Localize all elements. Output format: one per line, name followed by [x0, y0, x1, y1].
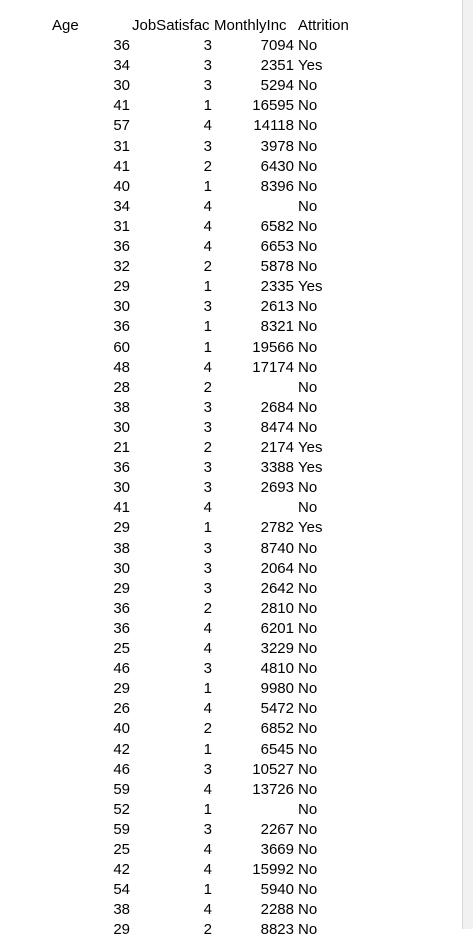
cell-monthly-income[interactable]: 2064 [260, 559, 294, 577]
cell-attrition[interactable]: No [298, 499, 318, 517]
cell-job-satisfaction[interactable]: 1 [203, 338, 212, 356]
cell-job-satisfaction[interactable]: 3 [203, 559, 212, 577]
cell-attrition[interactable]: Yes [298, 459, 323, 477]
cell-attrition[interactable]: No [298, 97, 318, 115]
cell-age[interactable]: 29 [113, 921, 130, 939]
cell-age[interactable]: 29 [113, 680, 130, 698]
cell-attrition[interactable]: No [298, 800, 318, 818]
cell-monthly-income[interactable]: 2174 [260, 439, 294, 456]
cell-attrition[interactable]: No [298, 77, 318, 95]
cell-job-satisfaction[interactable]: 4 [203, 841, 212, 858]
cell-job-satisfaction[interactable]: 3 [203, 398, 212, 416]
cell-attrition[interactable]: No [298, 318, 318, 336]
cell-age[interactable]: 60 [113, 338, 130, 356]
cell-job-satisfaction[interactable]: 3 [203, 37, 212, 54]
cell-age[interactable]: 25 [113, 841, 130, 858]
cell-age[interactable]: 52 [113, 800, 130, 818]
cell-attrition[interactable]: No [298, 841, 318, 858]
cell-age[interactable]: 46 [113, 760, 130, 778]
cell-monthly-income[interactable]: 2810 [260, 599, 294, 617]
cell-monthly-income[interactable]: 8823 [260, 921, 294, 939]
cell-attrition[interactable]: Yes [298, 278, 323, 296]
cell-job-satisfaction[interactable]: 3 [203, 820, 212, 838]
cell-monthly-income[interactable]: 2335 [260, 278, 294, 296]
cell-monthly-income[interactable]: 5940 [260, 881, 294, 899]
cell-attrition[interactable]: No [298, 619, 318, 637]
cell-age[interactable]: 41 [113, 499, 130, 517]
cell-job-satisfaction[interactable]: 4 [203, 861, 212, 879]
cell-monthly-income[interactable]: 6430 [260, 157, 294, 175]
cell-age[interactable]: 46 [113, 660, 130, 678]
cell-monthly-income[interactable]: 5878 [260, 258, 294, 276]
cell-job-satisfaction[interactable]: 1 [203, 881, 212, 899]
cell-monthly-income[interactable]: 2684 [260, 398, 294, 416]
cell-job-satisfaction[interactable]: 1 [203, 740, 212, 758]
cell-age[interactable]: 30 [113, 559, 130, 577]
cell-age[interactable]: 41 [113, 157, 130, 175]
cell-age[interactable]: 34 [113, 57, 130, 75]
cell-monthly-income[interactable]: 5472 [260, 700, 294, 718]
cell-attrition[interactable]: No [298, 378, 318, 396]
cell-job-satisfaction[interactable]: 3 [203, 57, 212, 75]
cell-attrition[interactable]: No [298, 177, 318, 195]
cell-job-satisfaction[interactable]: 2 [203, 258, 212, 276]
cell-monthly-income[interactable]: 2288 [260, 901, 294, 919]
cell-age[interactable]: 31 [113, 137, 130, 155]
cell-monthly-income[interactable]: 3978 [260, 137, 294, 155]
cell-attrition[interactable]: No [298, 760, 318, 778]
cell-age[interactable]: 21 [113, 439, 130, 456]
cell-monthly-income[interactable]: 6545 [260, 740, 294, 758]
cell-monthly-income[interactable]: 2782 [260, 519, 294, 537]
cell-job-satisfaction[interactable]: 4 [203, 238, 212, 255]
cell-job-satisfaction[interactable]: 2 [203, 378, 212, 396]
cell-attrition[interactable]: No [298, 37, 318, 54]
cell-job-satisfaction[interactable]: 3 [203, 137, 212, 155]
cell-age[interactable]: 40 [113, 177, 130, 195]
cell-job-satisfaction[interactable]: 4 [203, 780, 212, 798]
cell-monthly-income[interactable]: 10527 [252, 760, 294, 778]
cell-age[interactable]: 30 [113, 479, 130, 497]
cell-monthly-income[interactable]: 5294 [260, 77, 294, 95]
cell-age[interactable]: 30 [113, 298, 130, 316]
cell-attrition[interactable]: No [298, 599, 318, 617]
cell-monthly-income[interactable]: 8396 [260, 177, 294, 195]
cell-job-satisfaction[interactable]: 4 [203, 499, 212, 517]
cell-job-satisfaction[interactable]: 3 [203, 479, 212, 497]
cell-job-satisfaction[interactable]: 2 [203, 921, 212, 939]
cell-monthly-income[interactable]: 16595 [252, 97, 294, 115]
cell-monthly-income[interactable] [212, 378, 294, 398]
cell-age[interactable]: 26 [113, 700, 130, 718]
cell-job-satisfaction[interactable]: 4 [203, 217, 212, 235]
cell-monthly-income[interactable]: 6653 [260, 238, 294, 255]
cell-attrition[interactable]: No [298, 680, 318, 698]
cell-attrition[interactable]: No [298, 157, 318, 175]
cell-monthly-income[interactable]: 15992 [252, 861, 294, 879]
cell-attrition[interactable]: No [298, 901, 318, 919]
cell-monthly-income[interactable] [212, 800, 294, 820]
cell-attrition[interactable]: Yes [298, 519, 323, 537]
cell-age[interactable]: 36 [113, 238, 130, 255]
cell-job-satisfaction[interactable]: 4 [203, 640, 212, 657]
cell-age[interactable]: 48 [113, 358, 130, 376]
cell-job-satisfaction[interactable]: 3 [203, 579, 212, 597]
cell-attrition[interactable]: No [298, 338, 318, 356]
vertical-scrollbar[interactable] [462, 0, 473, 929]
cell-job-satisfaction[interactable]: 3 [203, 459, 212, 477]
cell-job-satisfaction[interactable]: 2 [203, 720, 212, 738]
cell-monthly-income[interactable]: 8740 [260, 539, 294, 557]
cell-monthly-income[interactable]: 6852 [260, 720, 294, 738]
cell-job-satisfaction[interactable]: 3 [203, 418, 212, 436]
cell-monthly-income[interactable]: 6582 [260, 217, 294, 235]
cell-monthly-income[interactable]: 8474 [260, 418, 294, 436]
cell-attrition[interactable]: No [298, 579, 318, 597]
column-header-age[interactable]: Age [52, 17, 79, 34]
cell-age[interactable]: 38 [113, 398, 130, 416]
cell-monthly-income[interactable]: 3669 [260, 841, 294, 858]
column-header-monthly-income[interactable]: MonthlyInc [214, 17, 287, 34]
cell-monthly-income[interactable]: 2613 [260, 298, 294, 316]
cell-job-satisfaction[interactable]: 1 [203, 680, 212, 698]
cell-age[interactable]: 59 [113, 780, 130, 798]
column-header-job-satisfaction[interactable]: JobSatisfac [132, 17, 210, 34]
cell-age[interactable]: 31 [113, 217, 130, 235]
cell-age[interactable]: 42 [113, 861, 130, 879]
cell-attrition[interactable]: No [298, 559, 318, 577]
cell-age[interactable]: 30 [113, 77, 130, 95]
cell-attrition[interactable]: No [298, 820, 318, 838]
cell-age[interactable]: 54 [113, 881, 130, 899]
cell-attrition[interactable]: No [298, 117, 318, 135]
cell-monthly-income[interactable]: 13726 [252, 780, 294, 798]
cell-age[interactable]: 38 [113, 539, 130, 557]
cell-age[interactable]: 42 [113, 740, 130, 758]
cell-monthly-income[interactable]: 3229 [260, 640, 294, 657]
cell-job-satisfaction[interactable]: 2 [203, 599, 212, 617]
cell-attrition[interactable]: No [298, 740, 318, 758]
cell-age[interactable]: 32 [113, 258, 130, 276]
cell-job-satisfaction[interactable]: 4 [203, 700, 212, 718]
cell-monthly-income[interactable]: 3388 [260, 459, 294, 477]
cell-age[interactable]: 29 [113, 278, 130, 296]
cell-monthly-income[interactable]: 17174 [252, 358, 294, 376]
cell-monthly-income[interactable] [212, 197, 294, 217]
cell-attrition[interactable]: No [298, 137, 318, 155]
column-header-attrition[interactable]: Attrition [298, 17, 349, 34]
cell-job-satisfaction[interactable]: 3 [203, 298, 212, 316]
cell-job-satisfaction[interactable]: 1 [203, 800, 212, 818]
cell-age[interactable]: 29 [113, 579, 130, 597]
cell-attrition[interactable]: No [298, 418, 318, 436]
cell-monthly-income[interactable]: 2642 [260, 579, 294, 597]
cell-age[interactable]: 38 [113, 901, 130, 919]
cell-job-satisfaction[interactable]: 2 [203, 439, 212, 456]
cell-job-satisfaction[interactable]: 3 [203, 660, 212, 678]
cell-attrition[interactable]: No [298, 479, 318, 497]
cell-age[interactable]: 36 [113, 37, 130, 54]
cell-attrition[interactable]: No [298, 217, 318, 235]
cell-attrition[interactable]: No [298, 700, 318, 718]
cell-attrition[interactable]: No [298, 539, 318, 557]
cell-monthly-income[interactable]: 2267 [260, 820, 294, 838]
cell-attrition[interactable]: Yes [298, 439, 323, 456]
cell-monthly-income[interactable]: 8321 [260, 318, 294, 336]
cell-age[interactable]: 30 [113, 418, 130, 436]
cell-attrition[interactable]: No [298, 640, 318, 657]
cell-age[interactable]: 41 [113, 97, 130, 115]
cell-age[interactable]: 40 [113, 720, 130, 738]
cell-monthly-income[interactable]: 19566 [252, 338, 294, 356]
cell-attrition[interactable]: No [298, 861, 318, 879]
cell-attrition[interactable]: No [298, 258, 318, 276]
cell-attrition[interactable]: No [298, 238, 318, 255]
cell-job-satisfaction[interactable]: 1 [203, 177, 212, 195]
cell-attrition[interactable]: No [298, 398, 318, 416]
cell-job-satisfaction[interactable]: 3 [203, 539, 212, 557]
cell-attrition[interactable]: No [298, 720, 318, 738]
cell-job-satisfaction[interactable]: 4 [203, 901, 212, 919]
cell-age[interactable]: 36 [113, 318, 130, 336]
cell-age[interactable]: 29 [113, 519, 130, 537]
cell-attrition[interactable]: No [298, 298, 318, 316]
cell-job-satisfaction[interactable]: 1 [203, 519, 212, 537]
cell-monthly-income[interactable]: 9980 [260, 680, 294, 698]
cell-job-satisfaction[interactable]: 2 [203, 157, 212, 175]
cell-age[interactable]: 25 [113, 640, 130, 657]
cell-job-satisfaction[interactable]: 4 [203, 117, 212, 135]
cell-monthly-income[interactable]: 2351 [260, 57, 294, 75]
cell-attrition[interactable]: No [298, 780, 318, 798]
cell-attrition[interactable]: No [298, 881, 318, 899]
cell-job-satisfaction[interactable]: 1 [203, 278, 212, 296]
cell-age[interactable]: 57 [113, 117, 130, 135]
cell-age[interactable]: 36 [113, 599, 130, 617]
cell-job-satisfaction[interactable]: 4 [203, 619, 212, 637]
cell-job-satisfaction[interactable]: 4 [203, 197, 212, 215]
cell-monthly-income[interactable] [212, 498, 294, 518]
cell-monthly-income[interactable]: 7094 [260, 37, 294, 54]
cell-job-satisfaction[interactable]: 1 [203, 97, 212, 115]
cell-monthly-income[interactable]: 6201 [260, 619, 294, 637]
cell-attrition[interactable]: Yes [298, 57, 323, 75]
cell-age[interactable]: 36 [113, 459, 130, 477]
cell-attrition[interactable]: No [298, 197, 318, 215]
cell-attrition[interactable]: No [298, 358, 318, 376]
cell-attrition[interactable]: No [298, 660, 318, 678]
cell-job-satisfaction[interactable]: 3 [203, 760, 212, 778]
cell-age[interactable]: 34 [113, 197, 130, 215]
cell-monthly-income[interactable]: 4810 [260, 660, 294, 678]
cell-age[interactable]: 28 [113, 378, 130, 396]
cell-age[interactable]: 59 [113, 820, 130, 838]
cell-monthly-income[interactable]: 14118 [253, 117, 294, 135]
cell-monthly-income[interactable]: 2693 [260, 479, 294, 497]
cell-job-satisfaction[interactable]: 4 [203, 358, 212, 376]
cell-job-satisfaction[interactable]: 3 [203, 77, 212, 95]
cell-age[interactable]: 36 [113, 619, 130, 637]
cell-job-satisfaction[interactable]: 1 [203, 318, 212, 336]
cell-attrition[interactable]: No [298, 921, 318, 939]
